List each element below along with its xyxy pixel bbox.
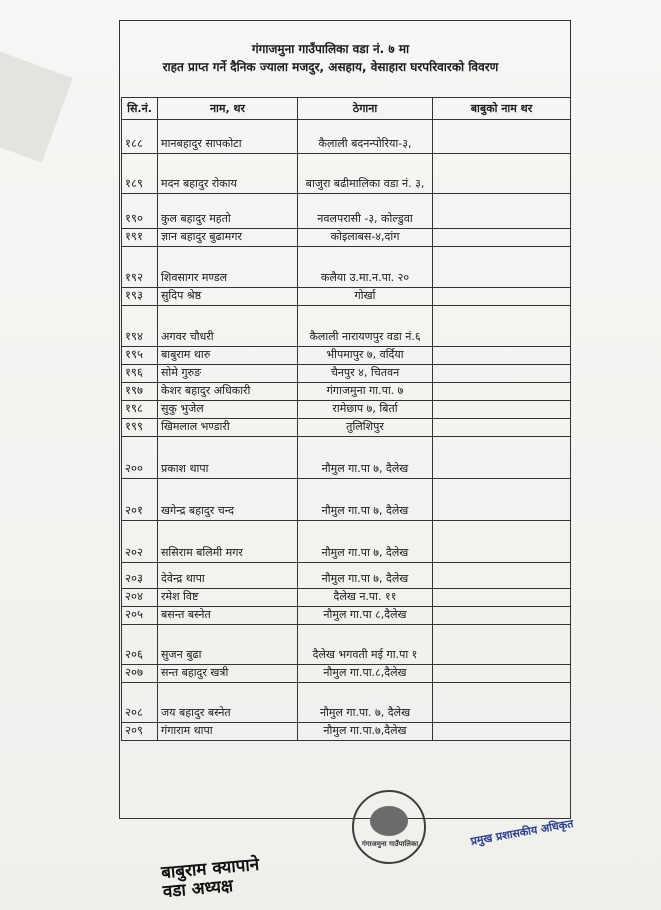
father-name-cell <box>433 154 571 194</box>
name-cell: मानबहादुर सापकोटा <box>158 120 298 154</box>
serial-cell: २०० <box>122 437 158 479</box>
father-name-cell <box>433 194 571 229</box>
father-name-cell <box>433 437 571 479</box>
address-cell: बाजुरा बढीमालिका वडा नं. ३, <box>298 154 433 194</box>
name-cell: सुदिप श्रेष्ठ <box>158 288 298 306</box>
name-cell: मदन बहादुर रोकाय <box>158 154 298 194</box>
serial-cell: २०८ <box>122 683 158 723</box>
address-cell: नौमुल गा.पा ७, दैलेख <box>298 479 433 521</box>
document-subtitle: राहत प्राप्त गर्ने दैनिक ज्याला मजदुर, असहाय, वेसाहारा घरपरिवारको विवरण <box>162 60 499 74</box>
address-cell: तुलिशिपुर <box>298 419 433 437</box>
table-row <box>122 154 571 194</box>
name-cell: सोमे गुरुङ <box>158 365 298 383</box>
table-row <box>122 347 571 365</box>
address-cell: नौमुल गा.पा ७, दैलेख <box>298 521 433 563</box>
seal-emblem <box>370 806 408 836</box>
name-cell: केशर बहादुर अधिकारी <box>158 383 298 401</box>
document-title: गंगाजमुना गाउँपालिका वडा नं. ७ मा <box>251 42 410 56</box>
table-row <box>122 683 571 723</box>
father-name-cell <box>433 665 571 683</box>
name-cell: अगवर चौधरी <box>158 306 298 347</box>
cao-title: प्रमुख प्रशासकीय अधिकृत <box>469 817 575 848</box>
table-row <box>122 723 571 741</box>
serial-cell: १९५ <box>122 347 158 365</box>
serial-cell: १९९ <box>122 419 158 437</box>
name-cell: ज्ञान बहादुर बुढामगर <box>158 229 298 247</box>
table-row <box>122 247 571 288</box>
father-name-cell <box>433 563 571 589</box>
address-cell: नवलपरासी -३, कोल्डुवा <box>298 194 433 229</box>
beneficiary-table <box>121 97 571 741</box>
address-cell: कैलाली नारायणपुर वडा नं.६ <box>298 306 433 347</box>
serial-cell: १८९ <box>122 154 158 194</box>
father-name-cell <box>433 288 571 306</box>
table-row <box>122 229 571 247</box>
serial-cell: १९३ <box>122 288 158 306</box>
serial-cell: १९० <box>122 194 158 229</box>
address-cell: कलैया उ.मा.न.पा. २० <box>298 247 433 288</box>
col-serial-header: सि.नं. <box>122 98 158 120</box>
name-cell: खिमलाल भण्डारी <box>158 419 298 437</box>
serial-cell: १९७ <box>122 383 158 401</box>
serial-cell: १९८ <box>122 401 158 419</box>
serial-cell: १९६ <box>122 365 158 383</box>
address-cell: गंगाजमुना गा.पा. ७ <box>298 383 433 401</box>
address-cell: नौमुल गा.पा ७, दैलेख <box>298 437 433 479</box>
table-row <box>122 665 571 683</box>
name-cell: बाबुराम थारु <box>158 347 298 365</box>
serial-cell: १९१ <box>122 229 158 247</box>
serial-cell: २०४ <box>122 589 158 607</box>
col-address-header: ठेगाना <box>298 98 433 120</box>
serial-cell: १८८ <box>122 120 158 154</box>
address-cell: नौमुल गा.पा ८,दैलेख <box>298 607 433 625</box>
table-row <box>122 383 571 401</box>
col-father-name-header: बाबुको नाम थर <box>433 98 571 120</box>
table-row <box>122 625 571 665</box>
father-name-cell <box>433 625 571 665</box>
father-name-cell <box>433 229 571 247</box>
address-cell: गोर्खा <box>298 288 433 306</box>
serial-cell: २०६ <box>122 625 158 665</box>
table-row <box>122 521 571 563</box>
table-header-row <box>122 98 571 120</box>
name-cell: ससिराम बलिमी मगर <box>158 521 298 563</box>
office-seal <box>352 790 426 864</box>
father-name-cell <box>433 419 571 437</box>
serial-cell: १९४ <box>122 306 158 347</box>
father-name-cell <box>433 607 571 625</box>
address-cell: चैनपुर ४, चितवन <box>298 365 433 383</box>
father-name-cell <box>433 401 571 419</box>
serial-cell: २०५ <box>122 607 158 625</box>
father-name-cell <box>433 683 571 723</box>
name-cell: रमेश विष्ट <box>158 589 298 607</box>
father-name-cell <box>433 589 571 607</box>
table-row <box>122 563 571 589</box>
address-cell: दैलेख न.पा. ११ <box>298 589 433 607</box>
table-row <box>122 437 571 479</box>
name-cell: बसन्त बस्नेत <box>158 607 298 625</box>
col-name-header: नाम, थर <box>158 98 298 120</box>
ward-chair-name: बाबुराम क्यापाने <box>160 854 260 884</box>
serial-cell: २०१ <box>122 479 158 521</box>
address-cell: नौमुल गा.पा. ७, दैलेख <box>298 683 433 723</box>
address-cell: नौमुल गा.पा.७,दैलेख <box>298 723 433 741</box>
father-name-cell <box>433 479 571 521</box>
name-cell: देवेन्द्र थापा <box>158 563 298 589</box>
serial-cell: २०९ <box>122 723 158 741</box>
father-name-cell <box>433 723 571 741</box>
name-cell: खगेन्द्र बहादुर चन्द <box>158 479 298 521</box>
name-cell: सन्त बहादुर खत्री <box>158 665 298 683</box>
address-cell: रामेछाप ७, बिर्ता <box>298 401 433 419</box>
ward-chair-title: वडा अध्यक्ष <box>162 876 234 903</box>
address-cell: नौमुल गा.पा.८,दैलेख <box>298 665 433 683</box>
name-cell: जय बहादुर बस्नेत <box>158 683 298 723</box>
name-cell: कुल बहादुर महतो <box>158 194 298 229</box>
serial-cell: २०३ <box>122 563 158 589</box>
name-cell: प्रकाश थापा <box>158 437 298 479</box>
seal-text: गंगाजमुना गाउँपालिका <box>361 840 419 848</box>
table-row <box>122 479 571 521</box>
table-row <box>122 194 571 229</box>
name-cell: सुकु भुजेल <box>158 401 298 419</box>
address-cell: भीपमापुर ७, वर्दिया <box>298 347 433 365</box>
table-row <box>122 401 571 419</box>
father-name-cell <box>433 247 571 288</box>
name-cell: गंगाराम थापा <box>158 723 298 741</box>
name-cell: शिवसागर मण्डल <box>158 247 298 288</box>
serial-cell: २०२ <box>122 521 158 563</box>
father-name-cell <box>433 347 571 365</box>
serial-cell: २०७ <box>122 665 158 683</box>
table-row <box>122 365 571 383</box>
table-row <box>122 306 571 347</box>
table-row <box>122 607 571 625</box>
address-cell: नौमुल गा.पा ७, दैलेख <box>298 563 433 589</box>
address-cell: दैलेख भगवती मई गा.पा १ <box>298 625 433 665</box>
table-row <box>122 589 571 607</box>
father-name-cell <box>433 521 571 563</box>
serial-cell: १९२ <box>122 247 158 288</box>
table-row <box>122 120 571 154</box>
father-name-cell <box>433 383 571 401</box>
father-name-cell <box>433 306 571 347</box>
address-cell: कैलाली बदनन्पोरिया-३, <box>298 120 433 154</box>
table-row <box>122 419 571 437</box>
address-cell: कोइलाबस-४,दांग <box>298 229 433 247</box>
table-row <box>122 288 571 306</box>
father-name-cell <box>433 365 571 383</box>
father-name-cell <box>433 120 571 154</box>
name-cell: सुजन बुढा <box>158 625 298 665</box>
